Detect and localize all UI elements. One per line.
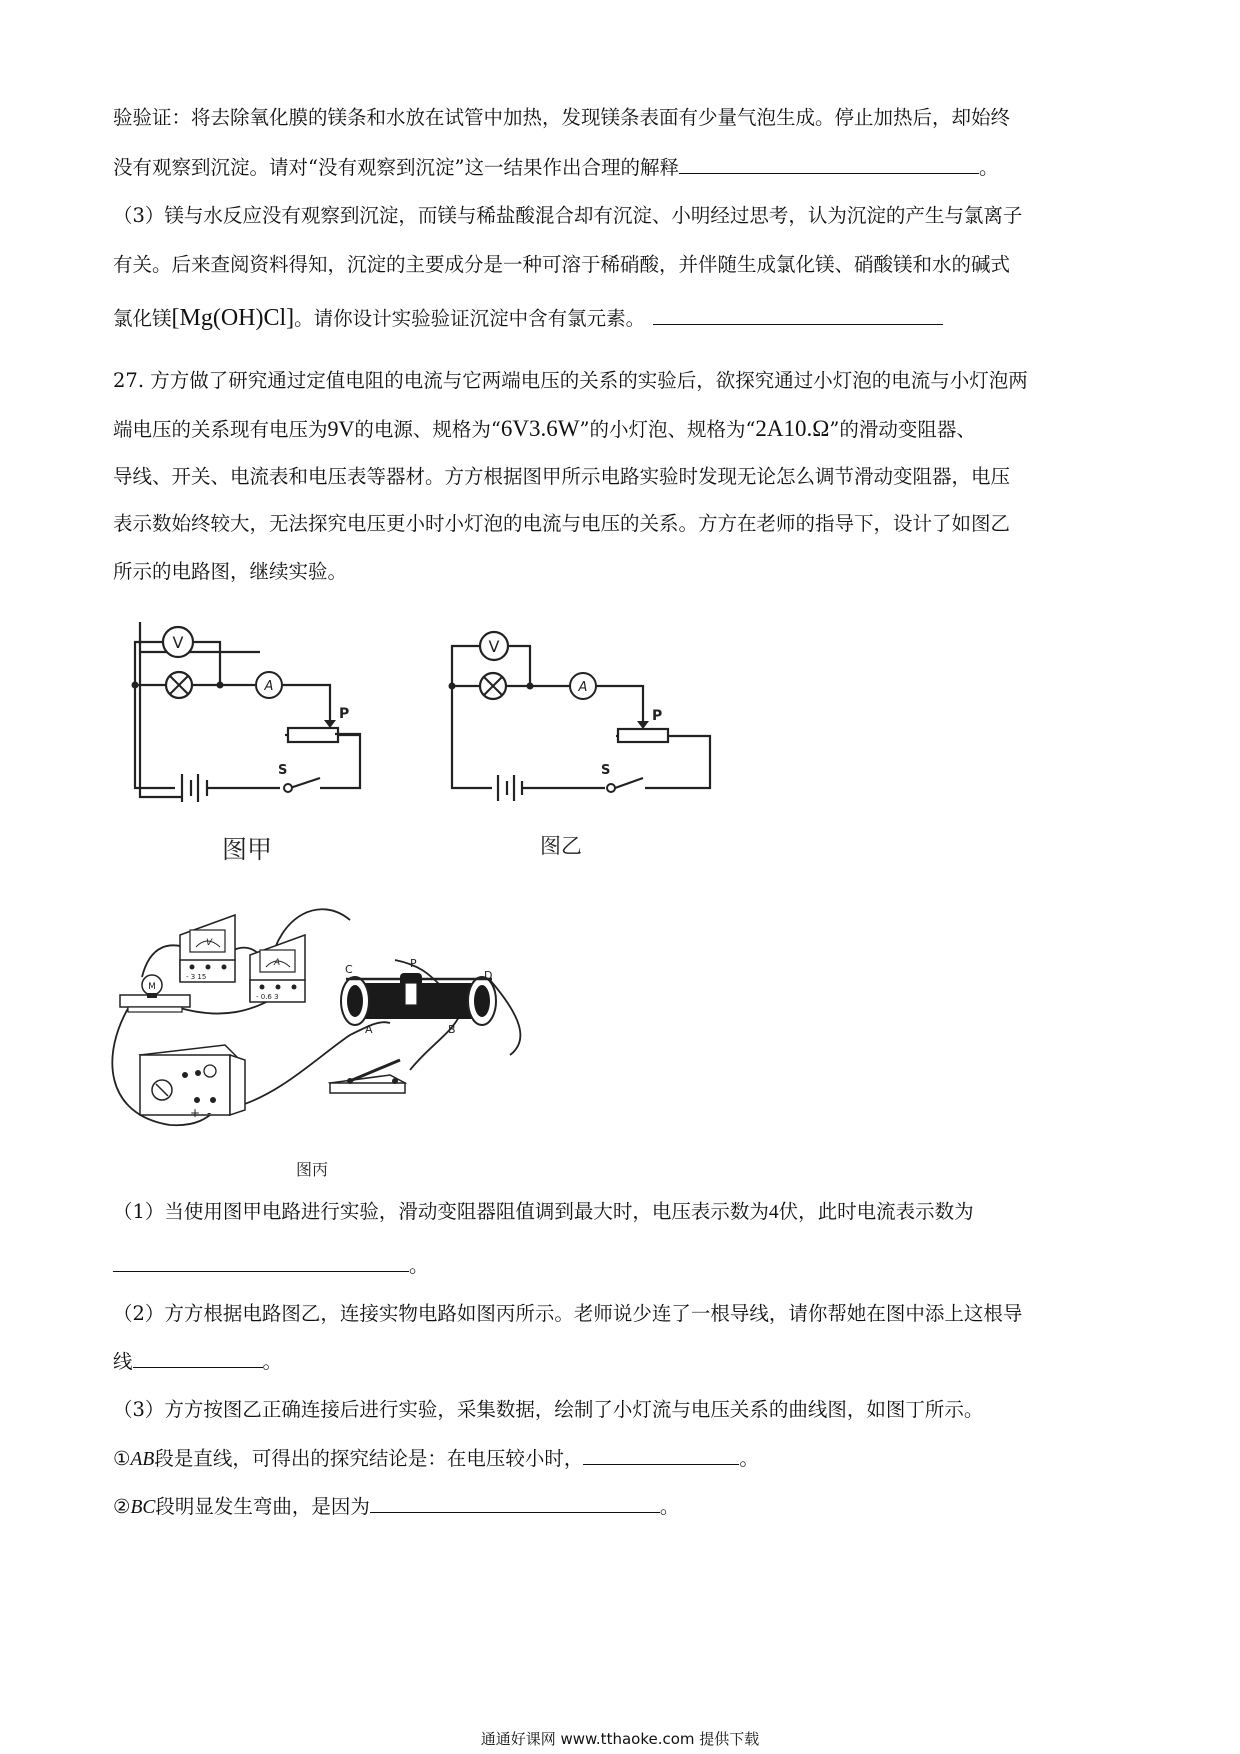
plus-terminal-label: + [190,1106,201,1120]
terminal-a-label: A [365,1023,373,1036]
value-text: 9V [327,416,355,441]
value-text: 4 [768,1202,779,1223]
text-line [113,153,998,182]
text-line: （3）方方按图乙正确连接后进行实验，采集数据，绘制了小灯流与电压关系的曲线图，如图丁所示。 [113,1398,984,1421]
answer-blank[interactable] [653,304,943,325]
text-line [113,1347,282,1376]
voltmeter-label: V [172,633,184,652]
text-segment: 线 [113,1350,133,1373]
ammeter-device [250,935,305,1002]
text-line [113,1198,974,1227]
ammeter-device-label: A [274,958,281,968]
terminal-p-label: P [410,957,417,970]
ammeter-scale: - 0.6 3 [256,993,279,1001]
text-line [113,415,976,444]
terminal-d-label: D [484,969,493,982]
ammeter-label: A [578,680,588,695]
ammeter-label: A [264,679,274,694]
answer-blank[interactable] [583,1444,739,1465]
voltmeter-scale: - 3 15 [186,973,207,981]
text-segment: ”的小灯泡、规格为“ [579,418,756,441]
text-segment: 氯化镁 [113,307,172,330]
minus-terminal-label: - [207,1106,212,1120]
text-line: （2）方方根据电路图乙，连接实物电路如图丙所示。老师说少连了一根导线，请你帮她在图中添上这根导 [113,1302,1023,1325]
answer-blank[interactable] [679,153,979,174]
text-line [113,1251,429,1280]
text-line: 所示的电路图，继续实验。 [113,560,348,583]
text-line: 27. 方方做了研究通过定值电阻的电流与它两端电压的关系的实验后，欲探究通过小灯泡的电流与小灯泡两 [113,369,1028,392]
switch-device [330,1060,405,1093]
text-segment: 端电压的关系现有电压为 [113,418,328,441]
answer-blank[interactable] [370,1492,660,1513]
page-footer: 通通好课网 www.tthaoke.com 提供下载 [480,1730,760,1748]
value-text: 6V3.6W [500,416,580,441]
figure-caption-jia: 图甲 [222,835,273,864]
text-segment: 。 [262,1350,283,1373]
bulb-label: M [148,982,156,992]
text-line [113,304,943,333]
segment-label: BC [130,1497,156,1518]
voltmeter-device [180,915,235,982]
text-segment: ② [113,1495,131,1518]
power-supply-device [140,1045,245,1120]
switch-label: S [278,763,288,778]
voltmeter-device-label: V [206,938,213,948]
text-segment: 。 [659,1495,680,1518]
text-segment: （1）当使用图甲电路进行实验，滑动变阻器阻值调到最大时，电压表示数为 [113,1200,769,1223]
text-segment: 的电源、规格为“ [354,418,501,441]
text-segment: 段是直线，可得出的探究结论是：在电压较小时， [154,1447,584,1470]
text-segment: 。 [739,1447,759,1470]
text-line: 有关。后来查阅资料得知，沉淀的主要成分是一种可溶于稀硝酸，并伴随生成氯化镁、硝酸镁和水的碱式 [113,253,1011,276]
text-segment: 段明显发生弯曲，是因为 [155,1495,370,1518]
text-segment: ① [113,1447,131,1470]
text-line: 导线、开关、电流表和电压表等器材。方方根据图甲所示电路实验时发现无论怎么调节滑动变阻器，电压 [113,465,1011,488]
terminal-b-label: B [448,1023,456,1036]
answer-blank[interactable] [113,1251,409,1272]
text-line [113,1444,759,1474]
circuit-diagram-yi [440,628,730,818]
text-line: （3）镁与水反应没有观察到沉淀，而镁与稀盐酸混合却有沉淀、小明经过思考，认为沉淀的产生与氯离子 [113,204,1023,227]
text-segment: 伏，此时电流表示数为 [778,1200,974,1223]
text-line: 表示数始终较大，无法探究电压更小时小灯泡的电流与电压的关系。方方在老师的指导下，设计了如图乙 [113,512,1011,535]
text-segment: ”的滑动变阻器、 [829,418,976,441]
value-text: 2A10.Ω [755,416,830,441]
text-segment: 。 [409,1254,429,1277]
switch-label: S [601,763,611,778]
text-line [113,1492,679,1522]
figure-caption-bing: 图丙 [296,1160,329,1179]
figure-caption-yi: 图乙 [540,834,582,858]
segment-label: AB [130,1449,155,1470]
text-line: 验验证：将去除氧化膜的镁条和水放在试管中加热，发现镁条表面有少量气泡生成。停止加热后，却始终 [113,106,1011,129]
chemical-formula: [Mg(OH)Cl] [171,305,295,331]
text-segment: 。 [978,156,999,179]
voltmeter-label: V [488,637,500,656]
circuit-diagram-jia [120,620,420,820]
text-segment: 。请你设计实验验证沉淀中含有氯元素。 [294,307,646,330]
physical-circuit-bing [110,895,580,1155]
slider-label: P [339,706,350,722]
slider-label: P [652,708,663,724]
terminal-c-label: C [345,963,353,976]
answer-blank[interactable] [133,1347,263,1368]
text-segment: 没有观察到沉淀。请对“没有观察到沉淀”这一结果作出合理的解释 [113,156,679,179]
